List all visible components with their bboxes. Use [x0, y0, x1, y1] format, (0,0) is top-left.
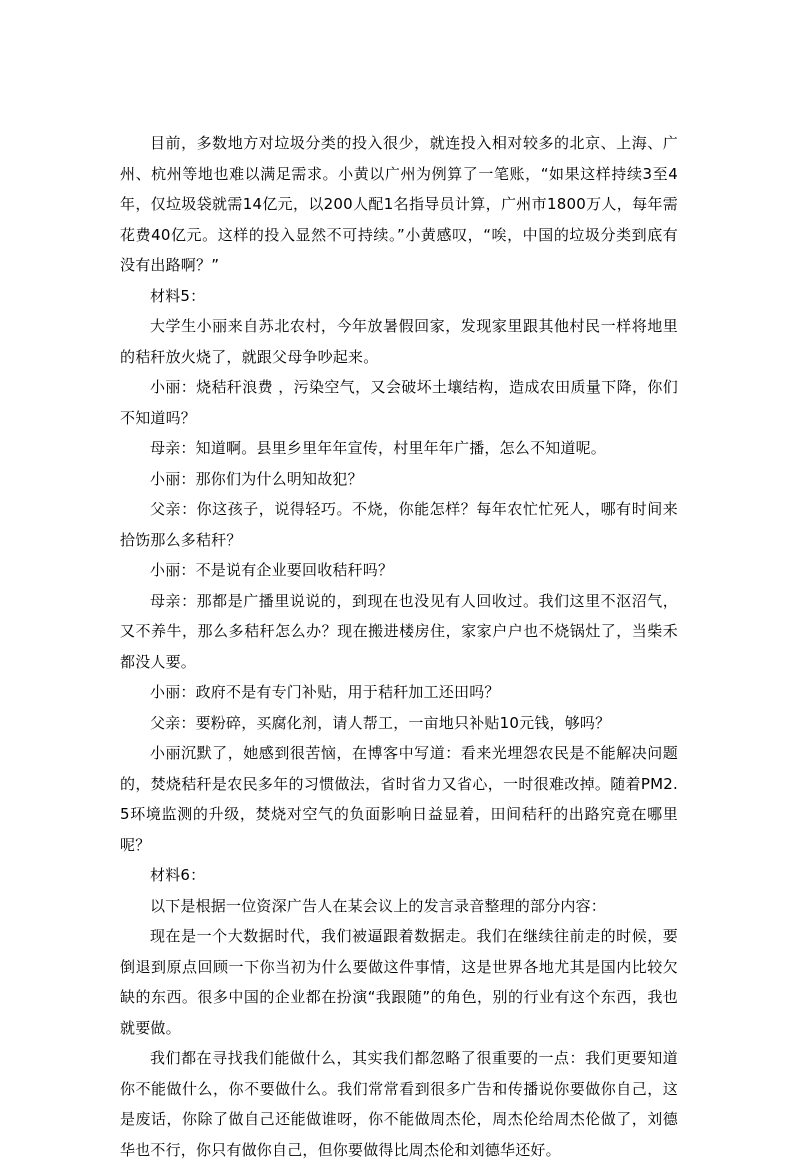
dialogue-line-4: 父亲：你这孩子，说得轻巧。不烧，你能怎样？每年农忙忙死人，哪有时间来拾饬那么多秸秆？: [120, 500, 678, 549]
section-heading-material-6: 材料6：: [150, 866, 206, 884]
dialogue-line-3: 小丽：那你们为什么明知故犯？: [150, 469, 363, 488]
document-body: [120, 128, 678, 1165]
paragraph-15: 现在是一个大数据时代，我们被逼跟着数据走。我们在继续往前走的时候，要倒退到原点回顾一下你当初为什么要做这件事情，这是世界各地尤其是国内比较欠缺的东西。很多中国的企业都在扮演“我跟随”的角色，别的行业有这个东西，我也就要做。: [120, 927, 678, 1037]
dialogue-line-2: 母亲：知道啊。县里乡里年年宣传，村里年年广播，怎么不知道呢。: [150, 439, 607, 457]
paragraph-1: 目前，多数地方对垃圾分类的投入很少，就连投入相对较多的北京、上海、广州、杭州等地也难以满足需求。小黄以广州为例算了一笔账，“如果这样持续3至4年，仅垃圾袋就需14亿元，以200人配1名指导员计算，广州市1800万人，每年需花费40亿元。这样的投入显然不可持续。”小黄感叹，“唉，中国的垃圾分类到底有没有出路啊？”: [120, 134, 678, 274]
paragraph-14: 以下是根据一位资深广告人在某会议上的发言录音整理的部分内容：: [150, 896, 607, 915]
section-heading-material-5: 材料5：: [150, 286, 206, 305]
paragraph-12: 小丽沉默了，她感到很苦恼，在博客中写道：看来光埋怨农民是不能解决问题的，焚烧秸秆是农民多年的习惯做法，省时省力又省心，一时很难改掉。随着PM2.5环境监测的升级，焚烧对空气的负面影响日益显着，田间秸秆的出路究竟在哪里呢？: [120, 744, 678, 854]
dialogue-line-5: 小丽：不是说有企业要回收秸秆吗？: [150, 561, 394, 579]
dialogue-line-6: 母亲：那都是广播里说说的，到现在也没见有人回收过。我们这里不沤沼气，又不养牛，那么多秸秆怎么办？现在搬进楼房住，家家户户也不烧锅灶了，当柴禾都没人要。: [120, 591, 678, 671]
dialogue-line-8: 父亲：要粉碎，买腐化剂，请人帮工，一亩地只补贴10元钱，够吗？: [150, 713, 611, 732]
paragraph-3: 大学生小丽来自苏北农村，今年放暑假回家，发现家里跟其他村民一样将地里的秸秆放火烧了，就跟父母争吵起来。: [120, 317, 678, 366]
dialogue-line-1: 小丽：烧秸秆浪费 ，污染空气，又会破坏土壤结构，造成农田质量下降，你们不知道吗？: [120, 378, 678, 427]
paragraph-16: 我们都在寻找我们能做什么，其实我们都忽略了很重要的一点：我们更要知道你不能做什么，你不要做什么。我们常常看到很多广告和传播说你要做你自己，这是废话，你除了做自己还能做谁呀，你不能做周杰伦，周杰伦给周杰伦做了，刘德华也不行，你只有做你自己，但你要做得比周杰伦和刘德华还好。: [120, 1049, 678, 1159]
dialogue-line-7: 小丽：政府不是有专门补贴，用于秸秆加工还田吗？: [150, 683, 500, 701]
